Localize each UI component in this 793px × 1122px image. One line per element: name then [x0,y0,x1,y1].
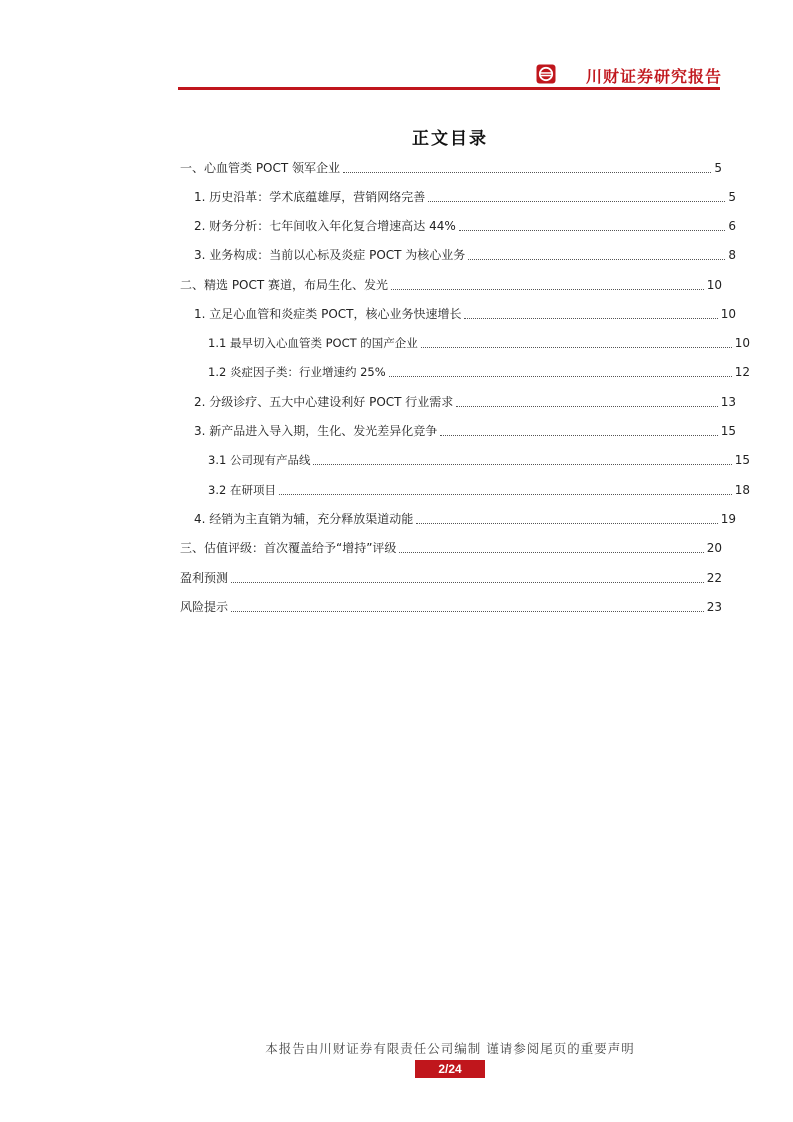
toc-entry[interactable] [178,331,750,351]
toc-entry-label: 2. 财务分析：七年间收入年化复合增速高达 44% [194,219,456,233]
toc-entry-label: 4. 经销为主直销为辅，充分释放渠道动能 [194,512,414,526]
toc-entry-page: 19 [720,512,736,526]
toc-entry-label: 1. 立足心血管和炎症类 POCT，核心业务快速增长 [194,307,462,321]
toc-entry-page: 15 [734,453,750,467]
toc-entry[interactable] [178,536,722,556]
toc-leader-dots [389,375,732,377]
toc-entry-page: 10 [720,307,736,321]
toc-entry-label: 3.2 在研项目 [208,483,276,497]
toc-entry[interactable] [178,507,736,527]
toc-entry-label: 1.2 炎症因子类：行业增速约 25% [208,365,386,379]
toc-entry[interactable] [178,478,750,498]
toc-entry-label: 1. 历史沿革：学术底蕴雄厚，营销网络完善 [194,190,426,204]
toc-leader-dots [231,581,704,583]
toc-leader-dots [343,171,711,173]
toc-entry[interactable] [178,390,736,410]
toc-entry-label: 盈利预测 [180,571,229,585]
toc-leader-dots [421,346,732,348]
toc-entry-page: 20 [706,541,722,555]
toc-entry[interactable] [178,156,722,176]
toc-leader-dots [459,229,726,231]
toc-entry-page: 5 [714,161,722,175]
toc-entry-page: 5 [728,190,736,204]
toc-entry[interactable] [178,448,750,468]
toc-entry[interactable] [178,273,722,293]
toc-entry-page: 10 [734,336,750,350]
toc-entry[interactable] [178,595,722,615]
toc-leader-dots [416,522,717,524]
toc-entry-label: 3.1 公司现有产品线 [208,453,311,467]
toc-entry-page: 15 [720,424,736,438]
toc-entry[interactable] [178,214,736,234]
toc-entry-page: 13 [720,395,736,409]
toc-leader-dots [313,463,731,465]
toc-title: 正文目录 [412,129,488,149]
toc-entry-page: 10 [706,278,722,292]
header-divider [178,87,720,90]
toc-entry-page: 12 [734,365,750,379]
toc-entry[interactable] [178,185,736,205]
toc-entry-label: 3. 业务构成：当前以心标及炎症 POCT 为核心业务 [194,248,466,262]
brand-title: 川财证券研究报告 [586,67,723,86]
toc-leader-dots [468,258,725,260]
toc-entry[interactable] [178,566,722,586]
toc-leader-dots [279,493,732,495]
toc-entry-label: 三、估值评级：首次覆盖给予“增持”评级 [180,541,397,555]
toc-leader-dots [428,200,725,202]
toc-entry-label: 1.1 最早切入心血管类 POCT 的国产企业 [208,336,418,350]
toc-leader-dots [231,610,704,612]
toc-entry-label: 二、精选 POCT 赛道，布局生化、发光 [180,278,389,292]
toc-entry[interactable] [178,302,736,322]
toc-entry[interactable] [178,243,736,263]
toc-leader-dots [456,405,717,407]
toc-leader-dots [464,317,717,319]
toc-entry-page: 6 [728,219,736,233]
toc-entry-label: 3. 新产品进入导入期，生化、发光差异化竞争 [194,424,438,438]
toc-entry-page: 18 [734,483,750,497]
toc-leader-dots [391,288,704,290]
toc-entry-label: 风险提示 [180,600,229,614]
toc-entry[interactable] [178,360,750,380]
toc-entry-label: 2. 分级诊疗、五大中心建设利好 POCT 行业需求 [194,395,454,409]
toc-entry-page: 23 [706,600,722,614]
toc-leader-dots [399,551,703,553]
toc-entry-page: 22 [706,571,722,585]
toc-entry-page: 8 [728,248,736,262]
chuancai-logo-icon [536,64,556,84]
footer-disclaimer: 本报告由川财证券有限责任公司编制 谨请参阅尾页的重要声明 [265,1041,635,1056]
page-number-badge: 2/24 [415,1060,485,1078]
toc-entry-label: 一、心血管类 POCT 领军企业 [180,161,341,175]
toc-leader-dots [440,434,717,436]
toc-entry[interactable] [178,419,736,439]
